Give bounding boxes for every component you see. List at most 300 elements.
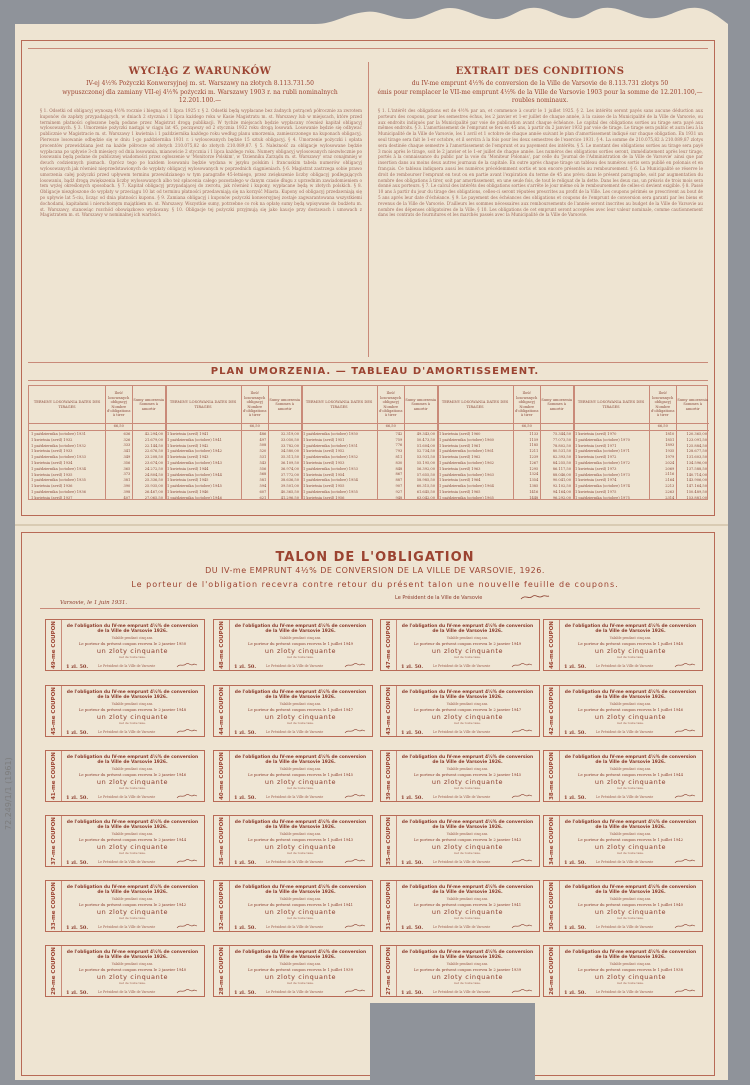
coupon-validity: Valable pendant cinq ans. xyxy=(446,702,489,706)
coupon-number-label xyxy=(46,816,62,866)
coupon-payable-date: Le porteur du présent coupon recevra le 1 juillet 1938 xyxy=(578,967,683,972)
coupon-payable-date: Le porteur du présent coupon recevra le 1 juillet 1947 xyxy=(248,707,353,712)
pencil-inventory-note: 72.249/1/1 (1961) xyxy=(4,757,13,830)
amortization-header: Sumy umorzenia Sommes à amortir xyxy=(676,386,709,424)
coupon-amount-words: un zloty cinquante xyxy=(594,973,667,981)
pl-conditions-subtitle-2: wypuszczonej dla zamiany VII-ej 4½% pożyczki m. Warszawy 1903 r. na rubli nominalnych xyxy=(62,89,338,96)
amortization-count-column-4 xyxy=(513,386,540,499)
coupon-tax-note: net de toute taxe. xyxy=(454,916,481,920)
amortization-header: TERMINY LOSOWANIA DATES DES TIRAGES xyxy=(301,386,377,424)
coupon-number-text: 39-me COUPON xyxy=(385,752,392,800)
coupon-number-text: 42-me COUPON xyxy=(548,687,555,735)
coupon-validity: Valable pendant cinq ans. xyxy=(111,702,154,706)
coupon-payable-date: Le porteur du présent coupon recevra le 2 janvier 1941 xyxy=(413,902,522,907)
coupon-signature xyxy=(674,858,696,864)
fr-conditions-subtitle-3: roubles nominaux. xyxy=(511,97,569,104)
amortization-term-column-2 xyxy=(165,386,241,499)
coupon-signature xyxy=(176,662,198,668)
coupon-payable-date: Le porteur du présent coupon recevra le 1 juillet 1944 xyxy=(578,772,683,777)
coupon-signature xyxy=(511,793,533,799)
amortization-values: 120.365,00 123.091,50 125.884,50 128.677,50 131.603,50 134.596,00 137.588,50 140.714,00 143.906,00 147.164,50 150.489,50 153.881,00 xyxy=(686,432,707,499)
coupon-title: de l'obligation du IV-me emprunt 4½% de conversion de la Ville de Varsovie 1926. xyxy=(564,624,697,635)
coupon-amount-words: un zloty cinquante xyxy=(431,908,504,916)
coupon-value: 1 zl. 50. xyxy=(401,664,424,670)
coupon-title: de l'obligation du IV-me emprunt 4½% de conversion de la Ville de Varsovie 1926. xyxy=(234,950,367,961)
coupon-amount-words: un zloty cinquante xyxy=(96,647,169,655)
amortization-header: Ilość losowanych obligacyj Nombre d'obligations à tirer xyxy=(649,386,676,424)
coupon-payable-date: Le porteur du présent coupon recevra le 2 janvier 1946 xyxy=(78,772,187,777)
coupon-title: de l'obligation du IV-me emprunt 4½% de conversion de la Ville de Varsovie 1926. xyxy=(234,755,367,766)
amortization-header: Sumy umorzenia Sommes à amortir xyxy=(540,386,573,424)
coupon-number-text: 31-me COUPON xyxy=(385,882,392,930)
coupon-title: de l'obligation du IV-me emprunt 4½% de conversion de la Ville de Varsovie 1926. xyxy=(66,690,199,701)
coupon-title: de l'obligation du IV-me emprunt 4½% de conversion de la Ville de Varsovie 1926. xyxy=(401,820,534,831)
amortization-header: Sumy umorzenia Sommes à amortir xyxy=(404,386,437,424)
coupon-payable-date: Le porteur du présent coupon recevra le 1 juillet 1945 xyxy=(248,772,353,777)
amortization-factor: 66,50 xyxy=(241,424,268,431)
coupon-payable-date: Le porteur du présent coupon recevra le 2 janvier 1947 xyxy=(413,707,522,712)
coupon-number-text: 29-me COUPON xyxy=(50,947,57,995)
coupon-value: 1 zl. 50. xyxy=(401,730,424,736)
amortization-count-column-1 xyxy=(105,386,132,499)
coupon-amount-words: un zloty cinquante xyxy=(264,647,337,655)
amortization-values: 742 759 776 793 811 830 848 867 887 907 927 948 xyxy=(395,431,403,499)
amortization-table xyxy=(28,385,708,500)
torn-top-edge xyxy=(15,0,728,24)
coupon-tax-note: net de toute taxe. xyxy=(617,655,644,659)
coupon-validity: Valable pendant cinq ans. xyxy=(279,767,322,771)
coupon-validity: Valable pendant cinq ans. xyxy=(609,767,652,771)
coupon-president: Le Président de la Ville de Varsovie xyxy=(266,795,324,799)
amortization-header: Sumy umorzenia Sommes à amortir xyxy=(132,386,165,424)
coupon-value: 1 zl. 50. xyxy=(564,664,587,670)
fr-conditions-subtitle-1: du IV-me emprunt 4½% de conversion de la Ville de Varsovie de 8.113.731 zlotys 50 xyxy=(411,80,669,87)
coupon-payable-date: Le porteur du présent coupon recevra le 2 janvier 1942 xyxy=(78,902,187,907)
coupon-title: de l'obligation du IV-me emprunt 4½% de conversion de la Ville de Varsovie 1926. xyxy=(401,624,534,635)
coupon-amount-words: un zloty cinquante xyxy=(594,778,667,786)
coupon xyxy=(213,815,373,867)
amortization-header: TERMINY LOSOWANIA DATES DES TIRAGES xyxy=(437,386,513,424)
amortization-header: TERMINY LOSOWANIA DATES DES TIRAGES xyxy=(573,386,649,424)
amortization-sum-column-3 xyxy=(404,386,437,499)
coupon-president: Le Président de la Ville de Varsovie xyxy=(596,730,654,734)
coupon-signature xyxy=(674,793,696,799)
coupon-number-label xyxy=(544,946,560,996)
amortization-factor: 66,50 xyxy=(649,424,676,431)
amortization-header: TERMINY LOSOWANIA DATES DES TIRAGES xyxy=(165,386,241,424)
coupon-tax-note: net de toute taxe. xyxy=(119,786,146,790)
coupon-payable-date: Le porteur du présent coupon recevra le 2 janvier 1950 xyxy=(78,641,187,646)
coupon-amount-words: un zloty cinquante xyxy=(264,908,337,916)
coupon-signature xyxy=(176,793,198,799)
amortization-count-column-3 xyxy=(377,386,404,499)
coupon-tax-note: net de toute taxe. xyxy=(617,721,644,725)
coupon-number-label xyxy=(381,946,397,996)
pl-conditions-text: § 1. Odsetki od obligacyj wynoszą 4½% rocznie i biegną od 1 lipca 1925 r. § 2. Odsetki będą wypłacane bez żadnych potrąceń półrocznie za zwrotem kuponów do zapłaty przypadających, w dniach 2 stycznia i 1 lipca każdego roku w Kasie Magistratu m. st. Warszawy lub w miejscach, które przed terminem płatności ogłoszone będą podane przez Magistrat drogą publikacji. W tychże miejscach będzie wypłacany również kapitał obligacyj wylosowanych. § 3. Umorzenie pożyczki nastąpi w ciągu lat 45, począwszy od 2 stycznia 1932 roku drogą losowań. Losowanie będzie się odbywać publicznie w Magistracie m. st. Warszawy 1 kwietnia i 1 października każdego roku według planu umorzenia, zamieszczonego na kuponach obligacyj. Pierwsze losowanie odbędzie się w dniu 1-go października 1931 r. i wylosowanych będzie 15 sztuk obligacyj. § 4. Umorzenie pożyczki i opłata procentów przewidziana jest na każde półrocze od złotych 210.075,82 do złotych 210.089,87. § 5. Należność za obligacje wylosowane będzie wypłacana po upływie 3-ch miesięcy od dnia losowania, mianowicie 2 stycznia i 1 lipca każdego roku. Numery obligacyj wylosowanych niezwłocznie po losowaniu będą podane do publicznej wiadomości przez ogłoszenie w 'Monitorze Polskim', w 'Dzienniku Zarządu m. st. Warszawy' oraz conajmniej w dwuch codziennych pismach. Oprócz tego po każdem losowaniu będzie wydana w języku polskim i francuskim tabela numerów obligacyj wylosowanych jak również nieprzedstawionych do wypłaty obligacyj wylosowanych w poprzednich ciągnieniach. § 6. Magistrat zastrzega sobie prawo umorzenia całej pożyczki przed upływem terminu przewidzianego w tym paragrafie 45-letniego, przez zwiększenie liczby obligacyj podlegających losowaniu, bądź drogą zwiększenia liczby wylosowanych albo też spłacenia całego pozostałego w danym czasie długu z uprzednim zawiadomieniem o tem wyżej określonych sposobach. § 7. Kapitał obligacyj przypadającej do zwrotu, jak również i kupony, wypłacane będą w złotych polskich. § 8. Obligacje niezgłoszone do wypłaty w przeciągu 10 lat od terminu płatności przedawniają się na korzyść Miasta. Kupony od obligacyj przedawniają się po upływie lat 5-ciu, licząc od dnia płatności kuponu. § 9. Zamiana obligacyj i kuponów pożyczki konwersyjnej zostaje zagwarantowana wszystkiemi dochodami, kapitałami i nieruchomym majątkiem m. st. Warszawy. Wszystkie sumy, potrzebne co rok na opłatę sumy będą wpisywane do budżetu m. st. Warszawy, stanowiąc rozchód obowiązkowo wydawany. § 10. Obligacje tej pożyczki przyjmują się jako kaucje przy dostawach i umowach z Magistratem m. st. Warszawy w nominalnej ich wartości. xyxy=(40,108,362,218)
amortization-values: 42.294,00 21.679,00 22.144,50 22.676,50 23.208,50 23.674,00 24.272,50 24.804,50 25.336,50 25.935,00 26.467,00 27.065,50 xyxy=(144,432,163,499)
coupon-number-label xyxy=(46,686,62,736)
coupon-amount-words: un zloty cinquante xyxy=(431,843,504,851)
coupon-tax-note: net de toute taxe. xyxy=(119,655,146,659)
coupon-number-text: 46-me COUPON xyxy=(548,621,555,669)
coupon-value: 1 zl. 50. xyxy=(66,860,89,866)
amortization-header: Ilość losowanych obligacyj Nombre d'obligations à tirer xyxy=(241,386,268,424)
coupon-tax-note: net de toute taxe. xyxy=(119,981,146,985)
coupon-signature xyxy=(674,923,696,929)
coupon-payable-date: Le porteur du présent coupon recevra le 1 juillet 1940 xyxy=(578,902,683,907)
coupon-value: 1 zl. 50. xyxy=(234,990,257,996)
coupon-president: Le Président de la Ville de Varsovie xyxy=(98,990,156,994)
coupon-number-label xyxy=(381,620,397,670)
coupon-number-label xyxy=(381,751,397,801)
coupon-title: de l'obligation du IV-me emprunt 4½% de conversion de la Ville de Varsovie 1926. xyxy=(66,950,199,961)
coupon-tax-note: net de toute taxe. xyxy=(617,786,644,790)
coupon xyxy=(45,945,205,997)
coupon-signature xyxy=(176,988,198,994)
coupon-signature xyxy=(674,662,696,668)
coupon-validity: Valable pendant cinq ans. xyxy=(111,897,154,901)
coupon-title: de l'obligation du IV-me emprunt 4½% de conversion de la Ville de Varsovie 1926. xyxy=(234,690,367,701)
coupon-number-label xyxy=(214,620,230,670)
amortization-values: 1 października (octobre) 1950 1 kwietnia (avril) 1951 1 października (octobre) 1951 1 kwietnia (avril) 1952 1 października (octobre) 1952 1 kwietnia (avril) 1953 1 października (octobre) 1953 1 kwietnia (avril) 1954 1 października (octobre) 1954 1 kwietnia (avril) 1955 1 października (octobre) 1955 1 kwietnia (avril) 1956 xyxy=(303,432,358,499)
coupon-signature xyxy=(511,988,533,994)
amortization-count-column-5 xyxy=(649,386,676,499)
coupon-amount-words: un zloty cinquante xyxy=(96,778,169,786)
coupon-signature xyxy=(511,923,533,929)
coupon-number-label xyxy=(214,751,230,801)
coupon-president: Le Président de la Ville de Varsovie xyxy=(98,795,156,799)
coupon-number-text: 33-me COUPON xyxy=(50,882,57,930)
coupon-signature xyxy=(344,662,366,668)
coupon-number-text: 27-me COUPON xyxy=(385,947,392,995)
amortization-sum-column-5 xyxy=(676,386,709,499)
coupon-value: 1 zl. 50. xyxy=(564,730,587,736)
coupon-amount-words: un zloty cinquante xyxy=(594,647,667,655)
coupon-validity: Valable pendant cinq ans. xyxy=(446,767,489,771)
talon-note: Le porteur de l'obligation recevra contre retour du présent talon une nouvelle feuille de coupons. xyxy=(131,580,619,589)
coupon-title: de l'obligation du IV-me emprunt 4½% de conversion de la Ville de Varsovie 1926. xyxy=(66,885,199,896)
coupon-signature xyxy=(344,858,366,864)
coupon xyxy=(543,880,703,932)
coupon-amount-words: un zloty cinquante xyxy=(96,843,169,851)
amortization-sum-column-4 xyxy=(540,386,573,499)
amortization-header: Ilość losowanych obligacyj Nombre d'obligations à tirer xyxy=(105,386,132,424)
coupon-number-label xyxy=(214,881,230,931)
coupon-tax-note: net de toute taxe. xyxy=(119,851,146,855)
coupon-amount-words: un zloty cinquante xyxy=(264,973,337,981)
coupon-value: 1 zl. 50. xyxy=(66,925,89,931)
coupon-payable-date: Le porteur du présent coupon recevra le 2 janvier 1948 xyxy=(78,707,187,712)
amortization-header: Ilość losowanych obligacyj Nombre d'obligations à tirer xyxy=(513,386,540,424)
coupon-president: Le Président de la Ville de Varsovie xyxy=(266,990,324,994)
coupon-number-label xyxy=(544,751,560,801)
coupon-payable-date: Le porteur du présent coupon recevra le 2 janvier 1943 xyxy=(413,837,522,842)
coupon-payable-date: Le porteur du présent coupon recevra le 1 juillet 1948 xyxy=(578,641,683,646)
coupon-validity: Valable pendant cinq ans. xyxy=(609,702,652,706)
coupon-number-label xyxy=(381,881,397,931)
amortization-values: 1 kwietnia (avril) 1941 1 października (octobre) 1941 1 kwietnia (avril) 1942 1 października (octobre) 1942 1 kwietnia (avril) 1943 1 października (octobre) 1943 1 kwietnia (avril) 1944 1 października (octobre) 1944 1 kwietnia (avril) 1945 1 października (octobre) 1945 1 kwietnia (avril) 1946 1 października (octobre) 1946 xyxy=(167,432,222,499)
talon-title: TALON DE L'OBLIGATION xyxy=(275,550,475,565)
amortization-header: TERMINY LOSOWANIA DATES DES TIRAGES xyxy=(29,386,105,424)
coupon-validity: Valable pendant cinq ans. xyxy=(609,636,652,640)
coupon-number-label xyxy=(46,946,62,996)
coupon-amount-words: un zloty cinquante xyxy=(96,713,169,721)
fr-conditions-title: EXTRAIT DES CONDITIONS xyxy=(455,66,625,77)
coupon-number-text: 35-me COUPON xyxy=(385,817,392,865)
coupon-amount-words: un zloty cinquante xyxy=(594,908,667,916)
coupon-payable-date: Le porteur du présent coupon recevra le 2 janvier 1944 xyxy=(78,837,187,842)
coupon-amount-words: un zloty cinquante xyxy=(431,713,504,721)
coupon-payable-date: Le porteur du présent coupon recevra le 2 janvier 1940 xyxy=(78,967,187,972)
coupon-payable-date: Le porteur du présent coupon recevra le 1 juillet 1949 xyxy=(248,641,353,646)
coupon-amount-words: un zloty cinquante xyxy=(431,973,504,981)
plan-title: PLAN UMORZENIA. — TABLEAU D'AMORTISSEMENT. xyxy=(210,366,540,377)
coupon-validity: Valable pendant cinq ans. xyxy=(111,767,154,771)
coupon-number-text: 36-me COUPON xyxy=(218,817,225,865)
coupon-title: de l'obligation du IV-me emprunt 4½% de conversion de la Ville de Varsovie 1926. xyxy=(234,624,367,635)
coupon-value: 1 zl. 50. xyxy=(401,990,424,996)
coupon-president: Le Président de la Ville de Varsovie xyxy=(433,990,491,994)
coupon xyxy=(543,750,703,802)
coupon-amount-words: un zloty cinquante xyxy=(594,713,667,721)
coupon-payable-date: Le porteur du présent coupon recevra le 2 janvier 1939 xyxy=(413,967,522,972)
coupon-number-text: 26-me COUPON xyxy=(548,947,555,995)
coupon-number-text: 30-me COUPON xyxy=(548,882,555,930)
coupon-value: 1 zl. 50. xyxy=(564,795,587,801)
pl-conditions-title: WYCIĄG Z WARUNKÓW xyxy=(128,66,272,77)
pl-conditions-subtitle-1: IV-ej 4½% Pożyczki Konwersyjnej m. st. Warszawy na złotych 8.113.731.50 xyxy=(86,80,314,87)
coupon-amount-words: un zloty cinquante xyxy=(594,843,667,851)
coupon-amount-words: un zloty cinquante xyxy=(96,973,169,981)
coupon-value: 1 zl. 50. xyxy=(66,664,89,670)
coupon-title: de l'obligation du IV-me emprunt 4½% de conversion de la Ville de Varsovie 1926. xyxy=(564,755,697,766)
coupon xyxy=(45,685,205,737)
amortization-sum-column-1 xyxy=(132,386,165,499)
coupon-number-label xyxy=(214,816,230,866)
coupon-president: Le Président de la Ville de Varsovie xyxy=(596,860,654,864)
coupon-title: de l'obligation du IV-me emprunt 4½% de conversion de la Ville de Varsovie 1926. xyxy=(564,690,697,701)
coupon-tax-note: net de toute taxe. xyxy=(287,721,314,725)
coupon-validity: Valable pendant cinq ans. xyxy=(279,962,322,966)
coupon xyxy=(380,750,540,802)
coupon xyxy=(213,685,373,737)
coupon-value: 1 zl. 50. xyxy=(66,795,89,801)
amortization-count-column-2 xyxy=(241,386,268,499)
coupon-signature xyxy=(674,728,696,734)
amortization-term-column-3 xyxy=(301,386,377,499)
coupon-title: de l'obligation du IV-me emprunt 4½% de conversion de la Ville de Varsovie 1926. xyxy=(564,885,697,896)
coupon-signature xyxy=(176,923,198,929)
coupon-title: de l'obligation du IV-me emprunt 4½% de conversion de la Ville de Varsovie 1926. xyxy=(564,820,697,831)
coupon-payable-date: Le porteur du présent coupon recevra le 1 juillet 1939 xyxy=(248,967,353,972)
coupon-number-text: 28-me COUPON xyxy=(218,947,225,995)
pl-conditions-subtitle-3: 12.201.100.— xyxy=(178,97,222,104)
coupon xyxy=(213,880,373,932)
coupon-validity: Valable pendant cinq ans. xyxy=(279,636,322,640)
coupon-title: de l'obligation du IV-me emprunt 4½% de conversion de la Ville de Varsovie 1926. xyxy=(234,820,367,831)
coupon-president: Le Président de la Ville de Varsovie xyxy=(266,664,324,668)
coupon-payable-date: Le porteur du présent coupon recevra le 1 juillet 1942 xyxy=(578,837,683,842)
coupon-number-text: 49-me COUPON xyxy=(50,621,57,669)
coupon xyxy=(213,945,373,997)
coupon-president: Le Président de la Ville de Varsovie xyxy=(98,860,156,864)
amortization-term-column-4 xyxy=(437,386,513,499)
amortization-values: 1810 1851 1893 1935 1979 2024 2069 2116 2164 2213 2263 2314 xyxy=(665,431,675,499)
coupon-number-text: 32-me COUPON xyxy=(218,882,225,930)
coupon-number-label xyxy=(214,946,230,996)
amortization-values: 75.344,50 77.073,50 78.802,50 80.531,50 82.393,50 84.255,50 86.117,50 88.046,00 90.041,00 92.102,50 94.164,00 96.292,00 xyxy=(552,432,571,499)
coupon-value: 1 zl. 50. xyxy=(234,795,257,801)
coupon-title: de l'obligation du IV-me emprunt 4½% de conversion de la Ville de Varsovie 1926. xyxy=(401,950,534,961)
coupon-president: Le Président de la Ville de Varsovie xyxy=(596,990,654,994)
coupon-tax-note: net de toute taxe. xyxy=(287,851,314,855)
talon-rule xyxy=(40,608,700,609)
coupon-payable-date: Le porteur du présent coupon recevra le 1 juillet 1946 xyxy=(578,707,683,712)
coupon-number-text: 38-me COUPON xyxy=(548,752,555,800)
coupon-tax-note: net de toute taxe. xyxy=(617,916,644,920)
coupon-value: 1 zl. 50. xyxy=(234,925,257,931)
coupon-value: 1 zl. 50. xyxy=(401,860,424,866)
amortization-sum-column-2 xyxy=(268,386,301,499)
coupon-number-text: 45-me COUPON xyxy=(50,687,57,735)
coupon-value: 1 zl. 50. xyxy=(564,925,587,931)
coupon-title: de l'obligation du IV-me emprunt 4½% de conversion de la Ville de Varsovie 1926. xyxy=(66,624,199,635)
coupon xyxy=(543,815,703,867)
coupon xyxy=(45,815,205,867)
coupon-number-label xyxy=(544,816,560,866)
coupon-amount-words: un zloty cinquante xyxy=(264,778,337,786)
coupon-number-text: 40-me COUPON xyxy=(218,752,225,800)
coupon-value: 1 zl. 50. xyxy=(401,795,424,801)
coupon xyxy=(45,619,205,671)
coupon-number-label xyxy=(544,620,560,670)
coupon-number-text: 47-me COUPON xyxy=(385,621,392,669)
coupon-signature xyxy=(344,728,366,734)
amortization-values: 49.343,00 50.473,50 51.604,00 52.734,50 53.931,50 55.195,00 56.392,00 57.655,50 58.985,50 60.315,50 61.645,50 63.042,00 xyxy=(416,432,435,499)
coupon-tax-note: net de toute taxe. xyxy=(287,655,314,659)
amortization-term-column-1 xyxy=(29,386,105,499)
coupon-president: Le Président de la Ville de Varsovie xyxy=(596,795,654,799)
president-signature xyxy=(520,593,550,601)
coupon-number-label xyxy=(544,686,560,736)
coupon-signature xyxy=(674,988,696,994)
fr-conditions-subtitle-2: émis pour remplacer le VII-me emprunt 4½% de la Ville de Varsovie 1903 pour la somme de 12.201.100,— xyxy=(377,89,703,96)
amortization-values: 486 497 508 520 531 543 556 568 581 594 607 621 xyxy=(259,431,267,499)
amortization-header: Sumy umorzenia Sommes à amortir xyxy=(268,386,301,424)
coupon-validity: Valable pendant cinq ans. xyxy=(111,832,154,836)
coupon-validity: Valable pendant cinq ans. xyxy=(446,832,489,836)
coupon-president: Le Président de la Ville de Varsovie xyxy=(433,664,491,668)
coupon-validity: Valable pendant cinq ans. xyxy=(609,832,652,836)
coupon-tax-note: net de toute taxe. xyxy=(617,851,644,855)
coupon-president: Le Président de la Ville de Varsovie xyxy=(433,860,491,864)
coupon-president: Le Président de la Ville de Varsovie xyxy=(98,664,156,668)
coupon xyxy=(380,880,540,932)
coupon-payable-date: Le porteur du présent coupon recevra le 1 juillet 1941 xyxy=(248,902,353,907)
coupon-tax-note: net de toute taxe. xyxy=(454,851,481,855)
coupon-payable-date: Le porteur du présent coupon recevra le 2 janvier 1945 xyxy=(413,772,522,777)
amortization-factor: 66,50 xyxy=(513,424,540,431)
coupon-president: Le Président de la Ville de Varsovie xyxy=(98,925,156,929)
coupon-value: 1 zl. 50. xyxy=(564,990,587,996)
coupon-value: 1 zl. 50. xyxy=(234,664,257,670)
coupon-title: de l'obligation du IV-me emprunt 4½% de conversion de la Ville de Varsovie 1926. xyxy=(564,950,697,961)
coupon-value: 1 zl. 50. xyxy=(234,730,257,736)
coupon-number-label xyxy=(46,751,62,801)
coupon-number-label xyxy=(214,686,230,736)
coupon xyxy=(380,945,540,997)
amortization-factor: 66,50 xyxy=(105,424,132,431)
coupon-title: de l'obligation du IV-me emprunt 4½% de conversion de la Ville de Varsovie 1926. xyxy=(401,755,534,766)
coupon-tax-note: net de toute taxe. xyxy=(287,981,314,985)
coupon-signature xyxy=(511,662,533,668)
coupon-value: 1 zl. 50. xyxy=(234,860,257,866)
amortization-term-column-5 xyxy=(573,386,649,499)
coupon xyxy=(543,619,703,671)
coupon-value: 1 zl. 50. xyxy=(564,860,587,866)
coupon-president: Le Président de la Ville de Varsovie xyxy=(266,860,324,864)
coupon-validity: Valable pendant cinq ans. xyxy=(279,897,322,901)
talon-subtitle: DU IV-me EMPRUNT 4½% DE CONVERSION DE LA VILLE DE VARSOVIE, 1926. xyxy=(205,566,545,575)
coupon-number-text: 44-me COUPON xyxy=(218,687,225,735)
column-divider xyxy=(368,62,369,357)
coupon xyxy=(380,619,540,671)
coupon-title: de l'obligation du IV-me emprunt 4½% de conversion de la Ville de Varsovie 1926. xyxy=(401,690,534,701)
coupon-number-label xyxy=(46,620,62,670)
coupon-tax-note: net de toute taxe. xyxy=(287,786,314,790)
coupon-validity: Valable pendant cinq ans. xyxy=(111,962,154,966)
amortization-values: 1 kwietnia (avril) 1970 1 października (octobre) 1970 1 kwietnia (avril) 1971 1 października (octobre) 1971 1 kwietnia (avril) 1972 1 października (octobre) 1972 1 kwietnia (avril) 1973 1 października (octobre) 1973 1 kwietnia (avril) 1974 1 października (octobre) 1974 1 kwietnia (avril) 1975 1 października (octobre) 1975 xyxy=(575,432,630,499)
coupon-title: de l'obligation du IV-me emprunt 4½% de conversion de la Ville de Varsovie 1926. xyxy=(401,885,534,896)
coupon xyxy=(45,750,205,802)
coupon-president: Le Président de la Ville de Varsovie xyxy=(433,925,491,929)
plan-rule-bottom xyxy=(28,380,708,381)
coupon-amount-words: un zloty cinquante xyxy=(431,778,504,786)
talon-president: Le Président de la Ville de Varsovie xyxy=(395,595,483,601)
coupon-tax-note: net de toute taxe. xyxy=(119,721,146,725)
coupon-payable-date: Le porteur du présent coupon recevra le 1 juillet 1943 xyxy=(248,837,353,842)
coupon xyxy=(380,815,540,867)
coupon-tax-note: net de toute taxe. xyxy=(617,981,644,985)
coupon-tax-note: net de toute taxe. xyxy=(287,916,314,920)
coupon-tax-note: net de toute taxe. xyxy=(119,916,146,920)
top-rule xyxy=(28,48,708,49)
coupon-number-label xyxy=(544,881,560,931)
coupon-amount-words: un zloty cinquante xyxy=(264,713,337,721)
coupon-validity: Valable pendant cinq ans. xyxy=(279,702,322,706)
coupon-validity: Valable pendant cinq ans. xyxy=(446,962,489,966)
coupon-amount-words: un zloty cinquante xyxy=(431,647,504,655)
coupon-tax-note: net de toute taxe. xyxy=(454,655,481,659)
coupon-number-label xyxy=(381,686,397,736)
fold-line xyxy=(15,524,728,526)
coupon-signature xyxy=(176,858,198,864)
coupon-signature xyxy=(511,728,533,734)
coupon xyxy=(380,685,540,737)
coupon-number-text: 34-me COUPON xyxy=(548,817,555,865)
coupon-value: 1 zl. 50. xyxy=(66,990,89,996)
amortization-values: 32.319,00 33.050,50 33.782,00 34.580,00 35.311,50 36.109,50 36.974,00 37.772,00 38.636,50 39.501,00 40.365,50 41.296,50 xyxy=(280,432,299,499)
coupon-tax-note: net de toute taxe. xyxy=(454,721,481,725)
coupon-signature xyxy=(344,793,366,799)
coupon-signature xyxy=(344,923,366,929)
coupon-validity: Valable pendant cinq ans. xyxy=(279,832,322,836)
coupon-president: Le Président de la Ville de Varsovie xyxy=(596,664,654,668)
coupon xyxy=(45,880,205,932)
amortization-values: 1 października (octobre) 1931 1 kwietnia (avril) 1932 1 października (octobre) 1932 1 kwietnia (avril) 1933 1 października (octobre) 1933 1 kwietnia (avril) 1934 1 października (octobre) 1934 1 kwietnia (avril) 1935 1 października (octobre) 1935 1 kwietnia (avril) 1936 1 października (octobre) 1936 1 kwietnia (avril) 1937 xyxy=(31,432,86,499)
coupon xyxy=(543,685,703,737)
coupon-title: de l'obligation du IV-me emprunt 4½% de conversion de la Ville de Varsovie 1926. xyxy=(66,820,199,831)
